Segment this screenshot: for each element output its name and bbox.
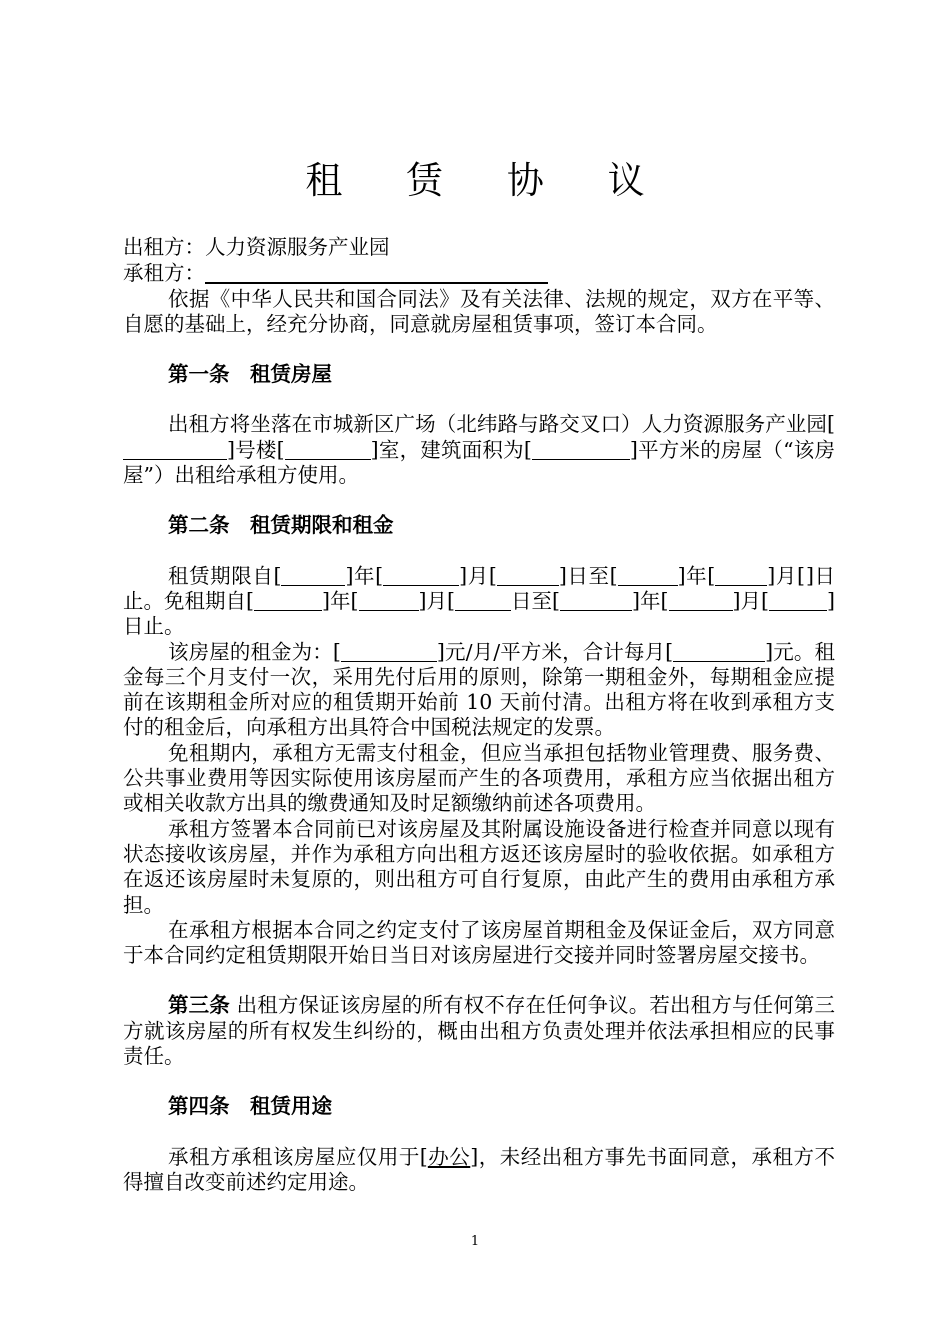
text-run: ]月[ bbox=[732, 588, 769, 613]
text-run: ]月[ bbox=[767, 563, 805, 588]
lessor-name: 人力资源服务产业园 bbox=[205, 235, 390, 259]
blank bbox=[281, 567, 345, 586]
text-run: 日至[ bbox=[511, 588, 560, 613]
text-run: ]日至[ bbox=[558, 563, 618, 588]
lessee-label: 承租方： bbox=[123, 261, 205, 286]
article-1-heading: 第一条 租赁房屋 bbox=[168, 362, 332, 387]
text-run: 租赁期限自[ bbox=[168, 563, 282, 588]
text-run: 承租方承租该房屋应仅用于[ bbox=[168, 1144, 428, 1169]
article-3-paragraph bbox=[123, 993, 835, 1069]
room-no-blank bbox=[285, 441, 371, 460]
lessor-label: 出租方： bbox=[123, 235, 205, 259]
lessor-line bbox=[123, 235, 835, 260]
lessee-signature-blank bbox=[205, 260, 548, 284]
document-title: 租 赁 协 议 bbox=[305, 159, 671, 202]
contract-body bbox=[123, 235, 835, 1195]
blank bbox=[560, 592, 632, 611]
blank bbox=[497, 567, 559, 586]
building-no-blank bbox=[123, 441, 227, 460]
lease-term-text bbox=[123, 564, 835, 640]
text-run: ]号楼[ bbox=[227, 437, 285, 462]
rent-text bbox=[123, 640, 835, 741]
inspection-paragraph: 承租方签署本合同前已对该房屋及其附属设施设备进行检查并同意以现有状态接收该房屋，并作为承租方向出租方返还该房屋时的验收依据。如承租方在返还该房屋时未复原的，则出租方可自行复原，由此产生的费用由承租方承担。 bbox=[123, 816, 835, 917]
rent-free-paragraph: 免租期内，承租方无需支付租金，但应当承担包括物业管理费、服务费、公共事业费用等因实际使用该房屋而产生的各项费用，承租方应当依据出租方或相关收款方出具的缴费通知及时足额缴纳前述各项费用。 bbox=[123, 740, 835, 816]
lessee-line bbox=[123, 260, 835, 286]
text-run: ]年[ bbox=[632, 588, 669, 613]
article-3-heading: 第三条 bbox=[168, 993, 230, 1018]
text-run: 出租方将坐落在市城新区广场（北纬路与路交叉口）人力资源服务产业园[ bbox=[168, 412, 835, 437]
text-run: ]平方米的房屋（“该房屋”）出租给承租方使用。 bbox=[123, 437, 835, 488]
blank bbox=[715, 567, 767, 586]
text-run: 该房屋的租金为：[ bbox=[168, 639, 341, 664]
text-run: ]日止。 bbox=[123, 588, 835, 639]
article-1-text bbox=[123, 412, 835, 488]
blank bbox=[618, 567, 678, 586]
text-run: 出租方保证该房屋的所有权不存在任何争议。若出租方与任何第三方就该房屋的所有权发生纠纷的，概由出租方负责处理并依法承担相应的民事责任。 bbox=[123, 993, 836, 1069]
text-run: ]月[ bbox=[459, 563, 497, 588]
monthly-total-blank bbox=[673, 643, 765, 662]
text-run: ]月[ bbox=[418, 588, 455, 613]
intro-paragraph: 依据《中华人民共和国合同法》及有关法律、法规的规定，双方在平等、自愿的基础上，经充分协商，同意就房屋租赁事项，签订本合同。 bbox=[123, 286, 835, 336]
text-run: ]，未经出租方事先书面同意，承租方不得擅自改变前述约定用途。 bbox=[123, 1144, 835, 1194]
article-4-heading: 第四条 租赁用途 bbox=[168, 1094, 332, 1119]
text-run: ]年[ bbox=[677, 563, 716, 588]
article-4-text bbox=[123, 1145, 835, 1196]
text-run: ]年[ bbox=[322, 588, 359, 613]
blank bbox=[383, 567, 459, 586]
text-run: ]日止。免租期自[ bbox=[123, 563, 836, 613]
blank bbox=[455, 592, 511, 611]
handover-paragraph: 在承租方根据本合同之约定支付了该房屋首期租金及保证金后，双方同意于本合同约定租赁期限开始日当日对该房屋进行交接并同时签署房屋交接书。 bbox=[123, 917, 835, 968]
text-run: ]元/月/平方米，合计每月[ bbox=[436, 639, 674, 664]
text-run: ]年[ bbox=[345, 563, 384, 588]
blank bbox=[669, 592, 733, 611]
page-number: 1 bbox=[470, 1234, 480, 1249]
rent-per-sqm-blank bbox=[341, 643, 437, 662]
article-2-heading: 第二条 租赁期限和租金 bbox=[168, 513, 394, 538]
blank bbox=[359, 592, 419, 611]
blank bbox=[769, 592, 827, 611]
text-run: ]元。租金每三个月支付一次，采用先付后用的原则，除第一期租金外，每期租金应提前在该期租金所对应的租赁期开始前 10 天前付清。出租方将在收到承租方支付的租金后，向承租方出具符合中国税法规定的发票。 bbox=[123, 639, 836, 740]
area-blank bbox=[532, 441, 630, 460]
text-run: ]室，建筑面积为[ bbox=[370, 437, 532, 462]
use-value: 办公 bbox=[427, 1144, 471, 1169]
blank bbox=[254, 592, 322, 611]
